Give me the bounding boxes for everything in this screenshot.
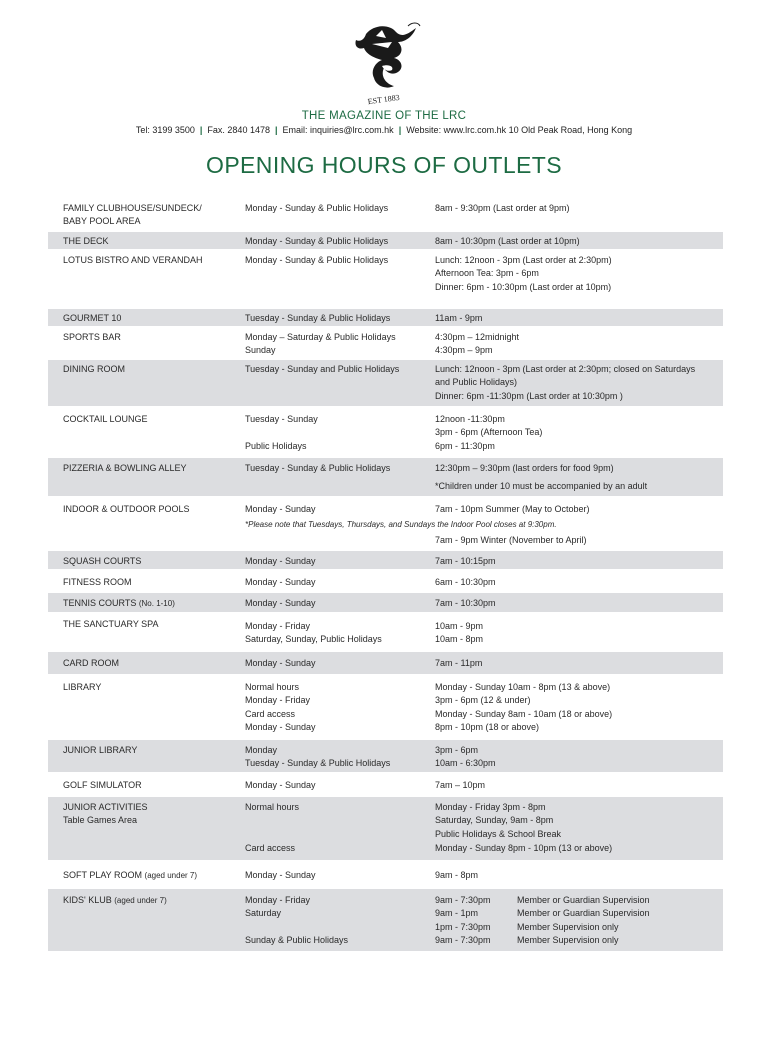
text-line: Sunday & Public Holidays [245,935,349,946]
text-line: Public Holidays [245,440,307,451]
outlet-name: TENNIS COURTS (No. 1-10) [63,598,175,608]
text-line: 12:30pm – 9:30pm (last orders for food 9pm) [435,463,614,473]
text-line: Monday – Saturday & Public Holidays [245,332,396,342]
text-line: Tuesday - Sunday [245,414,318,424]
outlet-subtitle: Table Games Area [63,815,138,826]
text-line: Dinner: 6pm - 10:30pm (Last order at 10pm) [435,281,612,292]
dragon-logo [346,20,422,106]
outlet-name: COCKTAIL LOUNGE [63,414,148,424]
outlet-hours [435,363,720,403]
outlet-days: Tuesday - Sunday & Public Holidays [245,313,391,323]
outlet-row [48,498,723,551]
outlet-row [48,889,723,953]
text-line: Member or Guardian Supervision [517,908,650,919]
contact-fax: Fax. 2840 1478 [207,125,270,135]
text-line: Monday - Friday [245,695,311,706]
text-line: Member Supervision only [517,921,619,932]
outlet-supervision [517,894,717,948]
text-line: 8am - 9:30pm (Last order at 9pm) [435,203,570,213]
outlet-days [245,202,430,215]
text-line: 6pm - 11:30pm [435,440,495,451]
outlet-name: CARD ROOM [63,658,119,668]
outlet-days [245,894,430,948]
text-line: 4:30pm – 12midnight [435,332,520,342]
text-line: Card access [245,708,296,719]
text-line [245,426,430,439]
text-line: Lunch: 12noon - 3pm (Last order at 2:30pm) [435,255,612,265]
outlet-days: Monday - Sunday [245,598,316,608]
text-line: Lunch: 12noon - 3pm (Last order at 2:30pm; closed on Saturdays [435,364,696,374]
text-line: Card access [245,843,296,854]
outlet-row [48,862,723,889]
outlet-days [245,681,430,735]
contact-website[interactable]: Website: www.lrc.com.hk 10 Old Peak Road, Hong Kong [406,125,633,135]
outlet-row [48,328,723,360]
text-line: JUNIOR ACTIVITIES [63,802,148,812]
outlet-name: KIDS' KLUB (aged under 7) [63,895,167,905]
outlet-name: SQUASH COURTS [63,556,142,566]
text-line: 3pm - 6pm (12 & under) [435,695,531,706]
text-line: Monday - Sunday & Public Holidays [245,203,389,213]
text-line: 3pm - 6pm [435,745,479,755]
outlet-row [48,676,723,740]
outlet-name: JUNIOR LIBRARY [63,745,138,755]
text-line: 9am - 1pm [435,908,479,919]
outlet-name: THE SANCTUARY SPA [63,619,159,629]
page-title: OPENING HOURS OF OUTLETS [206,152,562,178]
contact-line [0,125,768,135]
outlet-days: Monday - Sunday [245,504,316,514]
outlet-row [48,797,723,862]
text-line: Monday - Sunday 8pm - 10pm (13 or above) [435,843,613,854]
outlet-days [245,413,430,453]
outlet-qualifier: (aged under 7) [114,896,167,905]
outlet-hours: 7am - 11pm [435,658,483,668]
outlet-hours [435,331,720,358]
outlet-name: THE DECK [63,236,109,246]
text-line: Monday - Friday [245,621,311,631]
outlet-row [48,360,723,408]
text-line: Monday [245,745,278,755]
outlet-hours [435,620,720,647]
text-line: Monday - Sunday 10am - 8pm (13 & above) [435,682,611,692]
outlet-hours: 8am - 10:30pm (Last order at 10pm) [435,236,580,246]
outlet-row [48,652,723,676]
outlet-hours-winter: 7am - 9pm Winter (November to April) [435,535,587,545]
outlet-name [63,202,241,229]
text-line: 12noon -11:30pm [435,414,505,424]
outlet-name: INDOOR & OUTDOOR POOLS [63,504,190,514]
text-line: *Children under 10 must be accompanied by an adult [435,481,648,492]
outlet-days: Tuesday - Sunday and Public Holidays [245,364,400,374]
text-line: 1pm - 7:30pm [435,921,491,932]
text-line: Afternoon Tea: 3pm - 6pm [435,268,539,279]
outlet-hours [435,462,720,494]
text-line: 10am - 8pm [435,634,484,645]
outlet-row [48,774,723,797]
outlet-days: Monday - Sunday [245,577,316,587]
text-line: Member or Guardian Supervision [517,895,650,905]
outlet-name: FITNESS ROOM [63,577,132,587]
outlet-hours: 9am - 8pm [435,870,479,880]
text-line: Member Supervision only [517,935,619,946]
outlet-hours [435,202,720,215]
outlet-row [48,551,723,571]
outlet-row [48,593,723,614]
text-line: 9am - 7:30pm [435,935,491,946]
text-line: 3pm - 6pm (Afternoon Tea) [435,427,543,438]
outlet-hours-table [48,198,723,953]
separator: | [199,125,203,135]
outlet-row [48,251,723,309]
outlet-days: Monday - Sunday & Public Holidays [245,236,389,246]
text-line: 4:30pm – 9pm [435,345,493,356]
outlet-hours: 7am - 10pm Summer (May to October) [435,504,590,514]
outlet-name: GOLF SIMULATOR [63,780,142,790]
outlet-days [245,620,430,647]
outlet-days: Monday - Sunday & Public Holidays [245,255,389,265]
text-line: Sunday [245,345,276,356]
text-line: Normal hours [245,682,300,692]
text-line: Dinner: 6pm -11:30pm (Last order at 10:30pm ) [435,390,623,401]
text-line: BABY POOL AREA [63,216,141,227]
outlet-hours [435,894,515,948]
text-line: Saturday, Sunday, 9am - 8pm [435,815,554,826]
outlet-name: SOFT PLAY ROOM (aged under 7) [63,870,198,880]
outlet-name: SPORTS BAR [63,332,121,342]
text-line: 8pm - 10pm (18 or above) [435,722,540,733]
text-line: Public Holidays & School Break [435,828,562,839]
text-line: 9am - 7:30pm [435,895,491,905]
outlet-row [48,408,723,458]
outlet-name: LIBRARY [63,682,102,692]
text-line: and Public Holidays) [435,377,518,388]
separator: | [398,125,402,135]
outlet-row [48,740,723,774]
outlet-days: Monday - Sunday [245,870,316,880]
text-line: Monday - Friday [245,895,311,905]
outlet-name [63,801,241,828]
outlet-name: PIZZERIA & BOWLING ALLEY [63,463,187,473]
outlet-row [48,614,723,652]
text-line: 10am - 9pm [435,621,484,631]
text-line: 10am - 6:30pm [435,758,496,769]
outlet-row [48,309,723,328]
outlet-name: DINING ROOM [63,364,125,374]
outlet-days [245,331,430,358]
text-line [245,828,430,841]
outlet-row [48,571,723,593]
text-line: Monday - Sunday 8am - 10am (18 or above) [435,708,613,719]
text-line: FAMILY CLUBHOUSE/SUNDECK/ [63,203,202,213]
outlet-hours [435,744,720,771]
text-line: Monday - Friday 3pm - 8pm [435,802,546,812]
outlet-hours [435,681,720,735]
outlet-qualifier: (No. 1-10) [138,599,175,608]
pool-note: *Please note that Tuesdays, Thursdays, and Sundays the Indoor Pool closes at 9:30pm. [245,520,557,529]
outlet-row [48,232,723,251]
outlet-hours [435,254,720,294]
outlet-row [48,198,723,232]
outlet-hours [435,801,720,856]
outlet-days: Monday - Sunday [245,658,316,668]
outlet-hours: 6am - 10:30pm [435,577,496,587]
contact-phone: Tel: 3199 3500 [135,125,195,135]
outlet-days [245,744,430,771]
outlet-qualifier: (aged under 7) [144,871,198,880]
text-line: Saturday, Sunday, Public Holidays [245,634,382,645]
outlet-days: Tuesday - Sunday & Public Holidays [245,463,391,473]
separator: | [274,125,278,135]
text-line: Tuesday - Sunday & Public Holidays [245,758,391,769]
text-line [245,921,430,934]
magazine-heading: THE MAGAZINE OF THE LRC [301,110,467,122]
outlet-days [245,801,430,856]
outlet-hours: 7am - 10:15pm [435,556,496,566]
text-line: Monday - Sunday [245,722,316,733]
outlet-days: Monday - Sunday [245,556,316,566]
outlet-hours [435,413,720,453]
outlet-name: GOURMET 10 [63,313,122,323]
outlet-days: Monday - Sunday [245,780,316,790]
outlet-name: LOTUS BISTRO AND VERANDAH [63,255,203,265]
outlet-hours: 7am – 10pm [435,780,486,790]
outlet-row [48,458,723,498]
outlet-hours: 11am - 9pm [435,313,483,323]
text-line [245,814,430,827]
contact-email[interactable]: Email: inquiries@lrc.com.hk [282,125,394,135]
text-line: Saturday [245,908,282,919]
text-line: Normal hours [245,802,300,812]
outlet-hours: 7am - 10:30pm [435,598,496,608]
logo-est-text: EST 1883 [367,92,401,106]
